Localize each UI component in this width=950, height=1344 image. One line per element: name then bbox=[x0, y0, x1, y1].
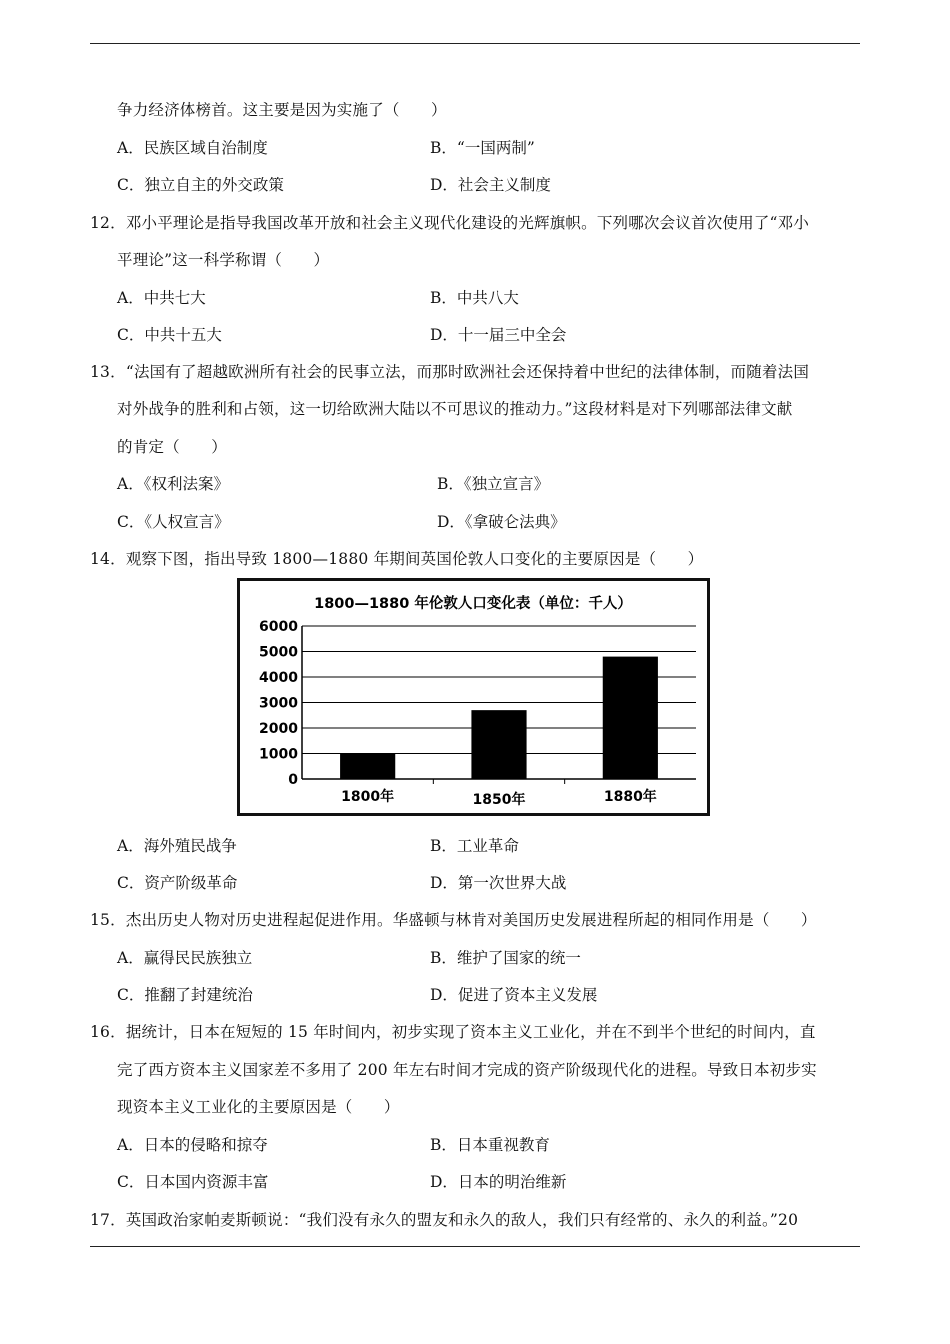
q16-option-b: B．日本重视教育 bbox=[430, 1136, 550, 1154]
q13-option-a: A．《权利法案》 bbox=[117, 475, 229, 493]
header-rule bbox=[90, 43, 860, 44]
q12-option-a: A．中共七大 bbox=[117, 289, 206, 307]
q16-option-a: A．日本的侵略和掠夺 bbox=[117, 1136, 268, 1154]
x-tick-label: 1850年 bbox=[472, 792, 526, 808]
q12-option-c: C．中共十五大 bbox=[117, 326, 222, 344]
y-tick-label: 1000 bbox=[259, 746, 298, 763]
q13-stem-line3: 的肯定（ ） bbox=[117, 438, 227, 456]
bar bbox=[471, 710, 526, 779]
q14-option-c: C．资产阶级革命 bbox=[117, 874, 238, 892]
q12-option-d: D．十一届三中全会 bbox=[430, 326, 567, 344]
y-tick-label: 2000 bbox=[259, 721, 298, 737]
x-tick-label: 1800年 bbox=[341, 789, 395, 805]
q11-option-b: B．“一国两制” bbox=[430, 139, 535, 157]
q14-stem: 14．观察下图，指出导致 1800—1880 年期间英国伦敦人口变化的主要原因是（ ） bbox=[90, 550, 704, 568]
y-tick-label: 6000 bbox=[259, 619, 298, 635]
q16-stem-line3: 现资本主义工业化的主要原因是（ ） bbox=[117, 1098, 400, 1116]
q13-stem-line2: 对外战争的胜利和占领，这一切给欧洲大陆以不可思议的推动力。”这段材料是对下列哪部法律文献 bbox=[117, 400, 793, 418]
q15-stem: 15．杰出历史人物对历史进程起促进作用。华盛顿与林肯对美国历史发展进程所起的相同作用是（ ） bbox=[90, 911, 817, 929]
q16-option-c: C．日本国内资源丰富 bbox=[117, 1173, 269, 1191]
bar bbox=[603, 657, 658, 779]
q11-option-a: A．民族区域自治制度 bbox=[117, 139, 268, 157]
q15-option-b: B．维护了国家的统一 bbox=[430, 949, 581, 967]
q12-option-b: B．中共八大 bbox=[430, 289, 519, 307]
chart-title: 1800—1880 年伦敦人口变化表（单位：千人） bbox=[314, 596, 632, 612]
q11-option-d: D．社会主义制度 bbox=[430, 176, 551, 194]
q11-stem-tail: 争力经济体榜首。这主要是因为实施了（ ） bbox=[117, 101, 447, 119]
y-tick-label: 4000 bbox=[259, 670, 298, 686]
q15-option-c: C．推翻了封建统治 bbox=[117, 986, 253, 1004]
q16-stem-line1: 16．据统计，日本在短短的 15 年时间内，初步实现了资本主义工业化，并在不到半个世纪的时间内，直 bbox=[90, 1023, 816, 1041]
footer-rule bbox=[90, 1246, 860, 1247]
q13-option-d: D．《拿破仑法典》 bbox=[437, 513, 566, 531]
population-chart bbox=[237, 578, 710, 816]
y-tick-label: 5000 bbox=[259, 644, 298, 661]
q13-stem-line1: 13．“法国有了超越欧洲所有社会的民事立法，而那时欧洲社会还保持着中世纪的法律体制，而随着法国 bbox=[90, 363, 810, 381]
q12-stem-line2: 平理论”这一科学称谓（ ） bbox=[117, 251, 330, 269]
q14-option-d: D．第一次世界大战 bbox=[430, 874, 567, 892]
population-chart-svg bbox=[240, 581, 707, 813]
q15-option-a: A．赢得民民族独立 bbox=[117, 949, 253, 967]
q14-option-b: B．工业革命 bbox=[430, 837, 519, 855]
x-tick-label: 1880年 bbox=[603, 789, 657, 805]
q16-stem-line2: 完了西方资本主义国家差不多用了 200 年左右时间才完成的资产阶级现代化的进程。导致日本初步实 bbox=[117, 1061, 817, 1079]
q11-option-c: C．独立自主的外交政策 bbox=[117, 176, 284, 194]
q13-option-c: C．《人权宣言》 bbox=[117, 513, 230, 531]
y-tick-label: 3000 bbox=[259, 695, 298, 712]
bar bbox=[340, 754, 395, 780]
q16-option-d: D．日本的明治维新 bbox=[430, 1173, 567, 1191]
y-tick-label: 0 bbox=[288, 772, 298, 788]
q15-option-d: D．促进了资本主义发展 bbox=[430, 986, 598, 1004]
q17-stem: 17．英国政治家帕麦斯顿说：“我们没有永久的盟友和永久的敌人，我们只有经常的、永久的利益。”20 bbox=[90, 1211, 799, 1229]
q12-stem-line1: 12．邓小平理论是指导我国改革开放和社会主义现代化建设的光辉旗帜。下列哪次会议首次使用了“邓小 bbox=[90, 214, 810, 232]
q14-option-a: A．海外殖民战争 bbox=[117, 837, 237, 855]
q13-option-b: B．《独立宣言》 bbox=[437, 475, 550, 493]
